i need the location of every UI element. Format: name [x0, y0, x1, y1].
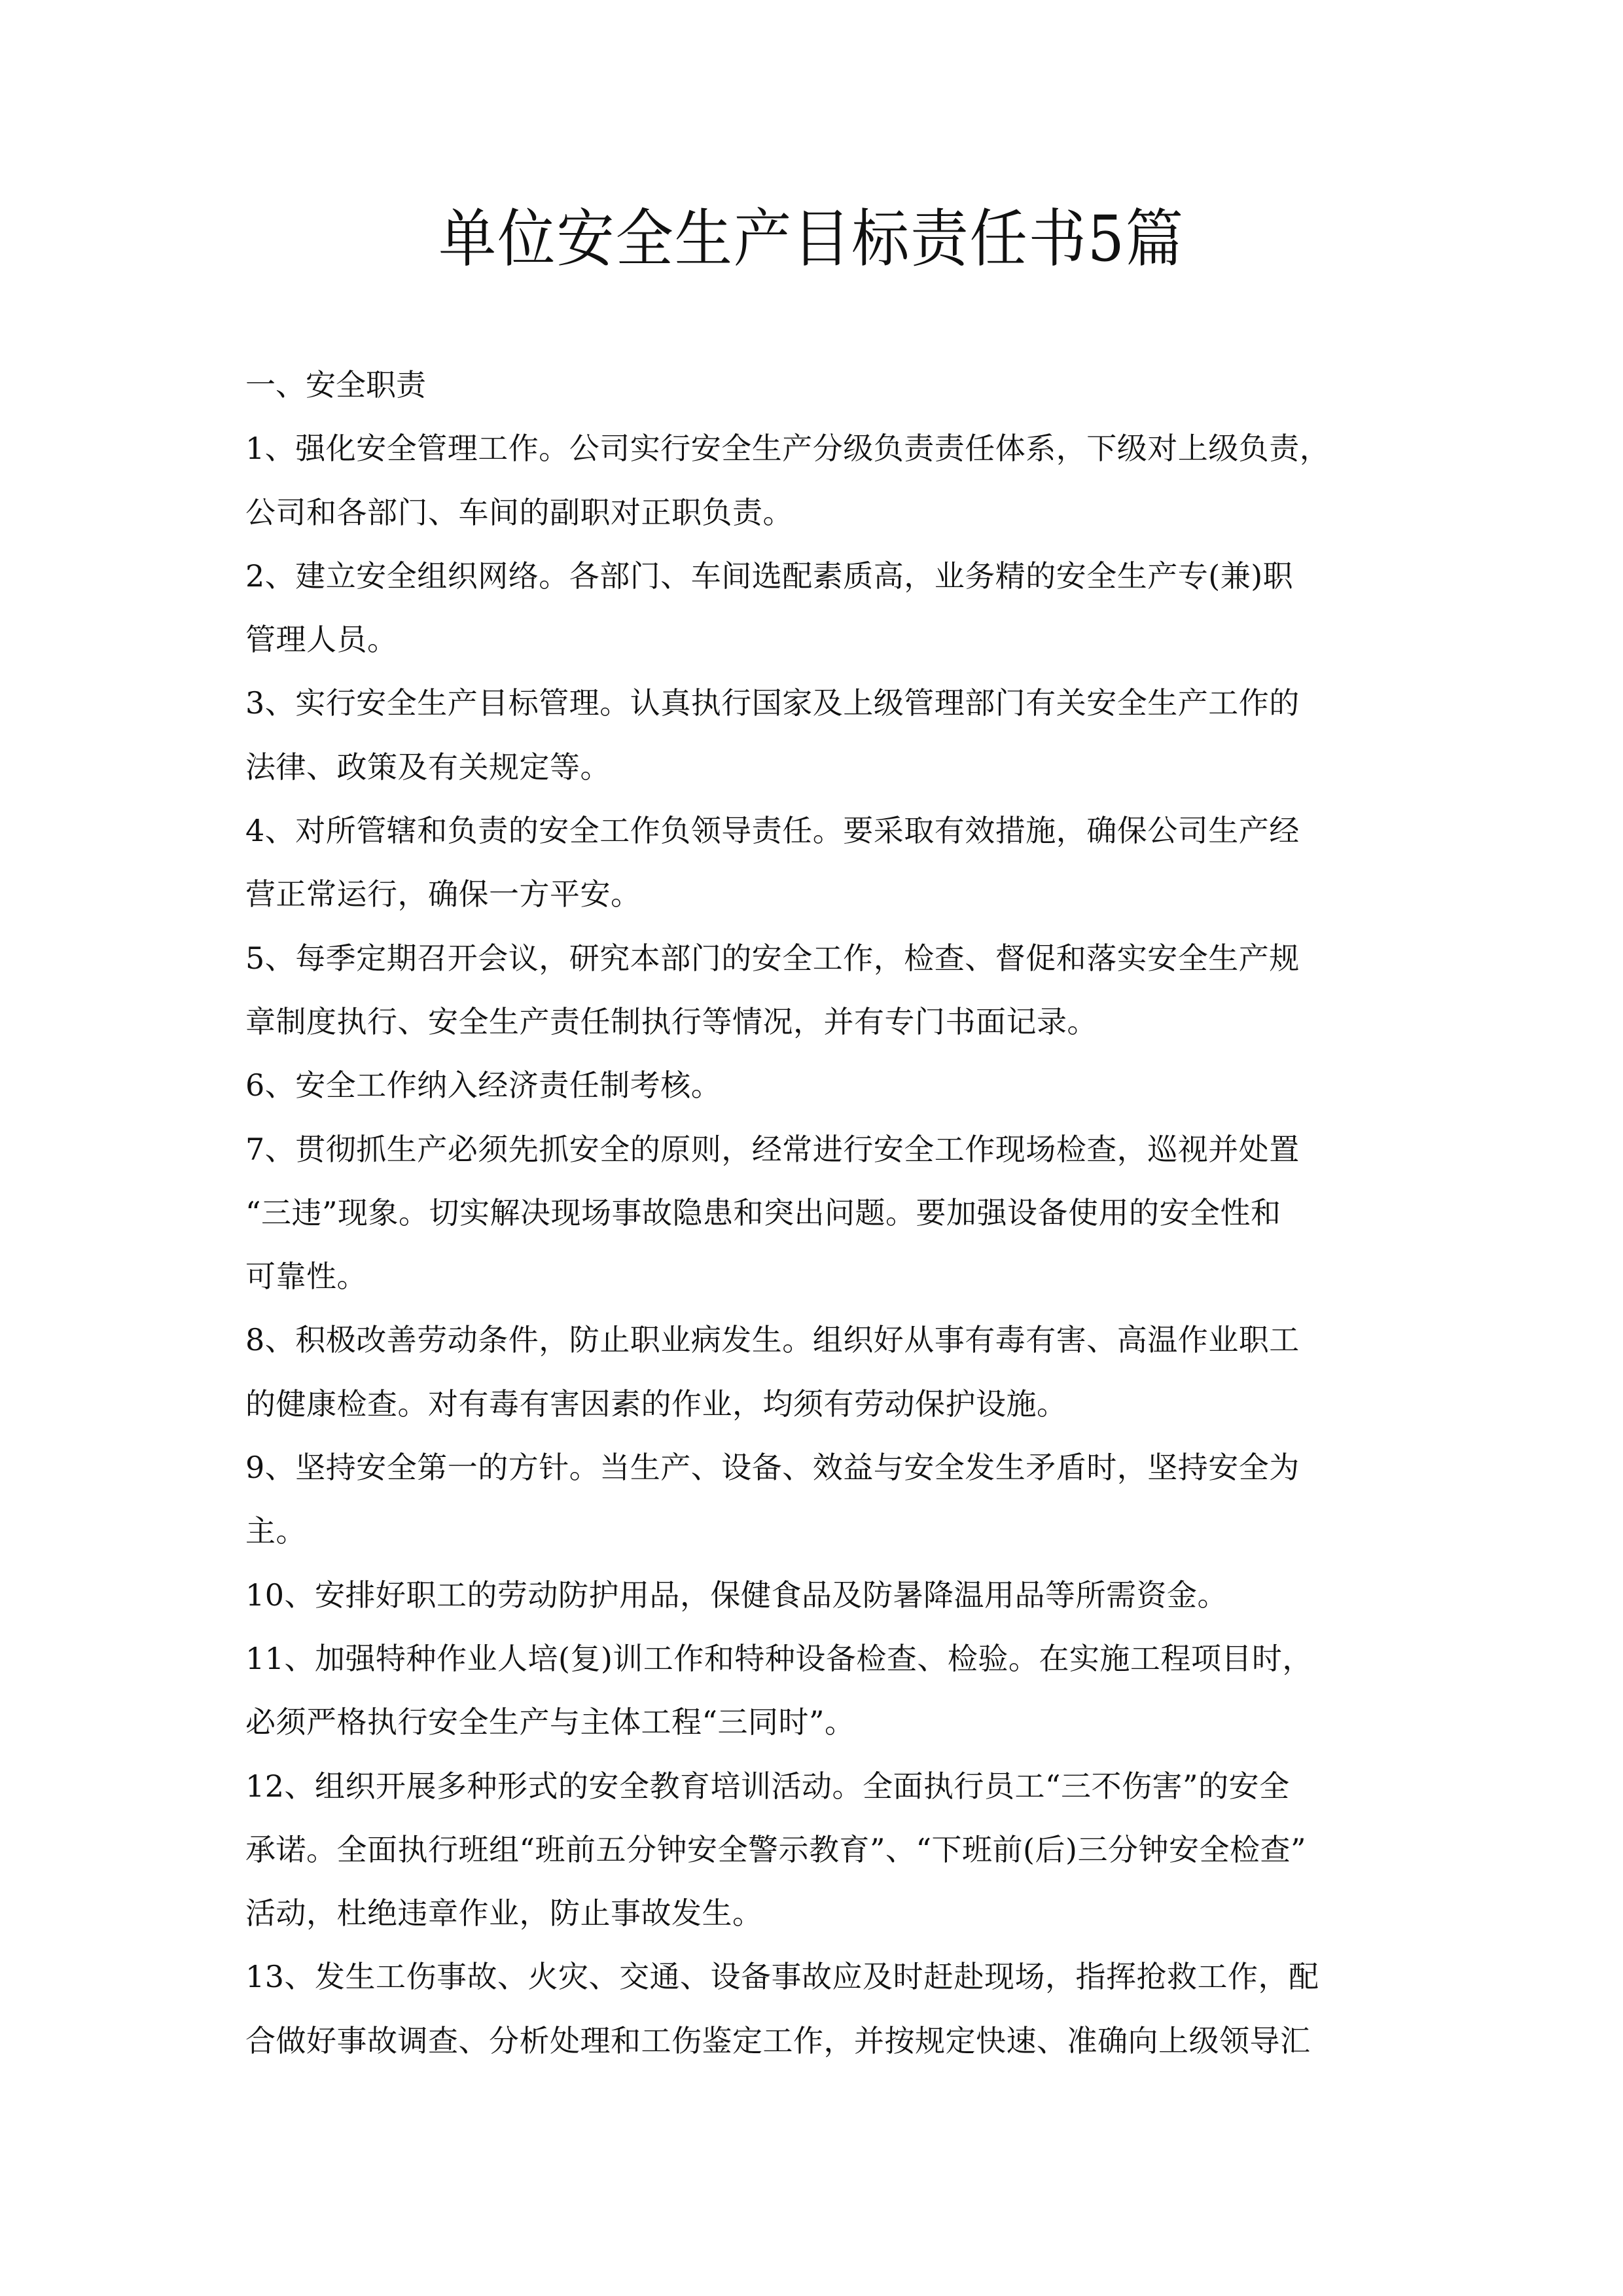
text-line: 法律、政策及有关规定等。 — [245, 749, 611, 785]
text-line: 3、实行安全生产目标管理。认真执行国家及上级管理部门有关安全生产工作的 — [245, 685, 1300, 721]
text-line: 主。 — [245, 1513, 306, 1549]
text-line: 公司和各部门、车间的副职对正职负责。 — [245, 494, 793, 530]
text-line: 的健康检查。对有毒有害因素的作业，均须有劳动保护设施。 — [245, 1386, 1067, 1422]
text-line: 2、建立安全组织网络。各部门、车间选配素质高，业务精的安全生产专(兼)职 — [245, 558, 1294, 594]
text-line: 4、对所管辖和负责的安全工作负领导责任。要采取有效措施，确保公司生产经 — [245, 813, 1300, 849]
section-heading: 一、安全职责 — [245, 367, 426, 403]
text-line: 营正常运行，确保一方平安。 — [245, 876, 641, 912]
text-line: 活动，杜绝违章作业，防止事故发生。 — [245, 1895, 763, 1931]
text-line: 章制度执行、安全生产责任制执行等情况，并有专门书面记录。 — [245, 1003, 1097, 1039]
text-line: 12、组织开展多种形式的安全教育培训活动。全面执行员工“三不伤害”的安全 — [245, 1768, 1290, 1804]
text-line: 10、安排好职工的劳动防护用品，保健食品及防暑降温用品等所需资金。 — [245, 1577, 1228, 1613]
document-title: 单位安全生产目标责任书5篇 — [438, 202, 1185, 276]
text-line: 1、强化安全管理工作。公司实行安全生产分级负责责任体系，下级对上级负责， — [245, 431, 1330, 467]
text-line: 7、贯彻抓生产必须先抓安全的原则，经常进行安全工作现场检查，巡视并处置 — [245, 1131, 1300, 1167]
text-line: 5、每季定期召开会议，研究本部门的安全工作，检查、督促和落实安全生产规 — [245, 940, 1300, 976]
text-line: 承诺。全面执行班组“班前五分钟安全警示教育”、“下班前(后)三分钟安全检查” — [245, 1831, 1306, 1867]
text-line: 合做好事故调查、分析处理和工伤鉴定工作，并按规定快速、准确向上级领导汇 — [245, 2022, 1311, 2058]
text-line: 11、加强特种作业人培(复)训工作和特种设备检查、检验。在实施工程项目时， — [245, 1640, 1313, 1676]
text-line: 管理人员。 — [245, 622, 398, 658]
text-line: 6、安全工作纳入经济责任制考核。 — [245, 1067, 722, 1103]
text-line: 8、积极改善劳动条件，防止职业病发生。组织好从事有毒有害、高温作业职工 — [245, 1322, 1300, 1358]
text-line: 9、坚持安全第一的方针。当生产、设备、效益与安全发生矛盾时，坚持安全为 — [245, 1450, 1300, 1486]
text-line: 可靠性。 — [245, 1259, 367, 1295]
text-line: 必须严格执行安全生产与主体工程“三同时”。 — [245, 1704, 855, 1740]
text-line: 13、发生工伤事故、火灾、交通、设备事故应及时赶赴现场，指挥抢救工作，配 — [245, 1959, 1319, 1995]
text-line: “三违”现象。切实解决现场事故隐患和突出问题。要加强设备使用的安全性和 — [245, 1194, 1281, 1230]
document-body — [245, 353, 1397, 2073]
